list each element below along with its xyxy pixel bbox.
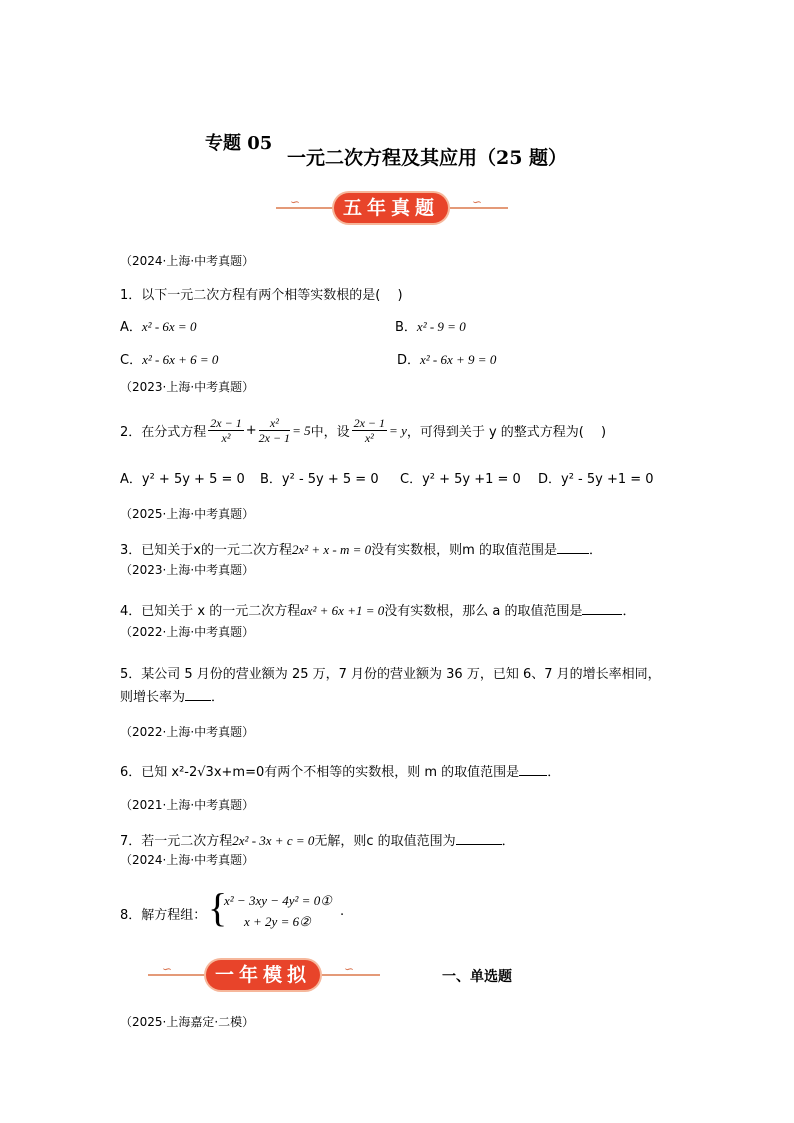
question-4: 4．已知关于 x 的一元二次方程ax² + 6x +1 = 0没有实数根，那么 a 的取值范围是 ． (120, 603, 636, 619)
source-label: （2022·上海·中考真题） (120, 725, 255, 739)
answer-blank[interactable] (557, 541, 589, 554)
fraction: $\frac{2x - 1}{\text{x²}}$ (353, 416, 386, 445)
system-equation-2: x + 2y = 6② (244, 914, 311, 929)
fraction: $\frac{\text{x²}}{2x - 1}$ (258, 416, 291, 445)
q1-option-b: B．x² - 9 = 0 (395, 319, 466, 335)
q1-option-c: C．x² - 6x + 6 = 0 (120, 352, 219, 368)
banner-label: 五年真题 (334, 193, 448, 223)
question-6: 6．已知 x²-2√3x+m=0有两个不相等的实数根，则 m 的取值范围是 ． (120, 765, 561, 780)
ornament-icon: ∽ (290, 195, 301, 209)
source-label: （2025·上海·中考真题） (120, 507, 255, 521)
source-label: （2023·上海·中考真题） (120, 563, 255, 577)
q1-option-a: A．x² - 6x = 0 (120, 319, 197, 335)
q2-option-c: C．y² + 5y +1 = 0 (400, 472, 521, 487)
q1-option-d: D．x² - 6x + 9 = 0 (397, 352, 497, 368)
section-heading: 一、单选题 (442, 969, 512, 985)
source-label: （2022·上海·中考真题） (120, 625, 255, 639)
question-8-label: 8．解方程组： (120, 908, 207, 923)
source-label: （2024·上海·中考真题） (120, 853, 255, 867)
answer-blank[interactable] (582, 602, 622, 615)
page-title: 一元二次方程及其应用（25 题） (287, 147, 568, 169)
banner-five-year (276, 193, 508, 225)
ornament-icon: ∽ (162, 962, 173, 976)
question-1-stem: 1．以下一元二次方程有两个相等实数根的是( ) (120, 288, 403, 303)
ornament-icon: ∽ (344, 962, 355, 976)
banner-label: 一年模拟 (206, 960, 320, 990)
question-8-end: . (340, 904, 345, 919)
fraction: $\frac{2x - 1}{\text{x²}}$ (210, 416, 242, 445)
question-5-line-2: 则增长率为 ． (120, 690, 225, 705)
source-label: （2025·上海嘉定·二模） (120, 1015, 255, 1029)
source-label: （2023·上海·中考真题） (120, 380, 255, 394)
system-brace: { (208, 885, 228, 930)
question-5-line-1: 5．某公司 5 月份的营业额为 25 万，7 月份的营业额为 36 万，已知 6、7 月的增长率相同， (120, 667, 661, 682)
answer-blank[interactable] (519, 763, 547, 776)
answer-blank[interactable] (456, 832, 502, 845)
question-7: 7．若一元二次方程2x² - 3x + c = 0无解，则c 的取值范围为 ． (120, 833, 515, 849)
q2-option-a: A．y² + 5y + 5 = 0 (120, 472, 245, 487)
system-equation-1: x² − 3xy − 4y² = 0① (224, 893, 332, 908)
question-3: 3．已知关于x的一元二次方程2x² + x - m = 0没有实数根，则m 的取值范围是 ． (120, 542, 602, 558)
q2-option-b: B．y² - 5y + 5 = 0 (260, 472, 379, 487)
title-prefix: 专题 05 (205, 133, 273, 154)
answer-blank[interactable] (185, 688, 211, 701)
question-2-stem: 2．在分式方程 $\frac{2x - 1}{\text{x²}}$ + $\frac{\text{x²}}{2x - 1}$ = 5 中，设 $\frac{2x - 1}{\text{x²}}$ = y ，可得到关于 y 的整式方程为( ) (120, 416, 607, 445)
source-label: （2021·上海·中考真题） (120, 798, 255, 812)
banner-one-year (148, 960, 380, 992)
source-label: （2024·上海·中考真题） (120, 254, 255, 268)
ornament-icon: ∽ (472, 195, 483, 209)
q2-option-d: D．y² - 5y +1 = 0 (538, 472, 654, 487)
